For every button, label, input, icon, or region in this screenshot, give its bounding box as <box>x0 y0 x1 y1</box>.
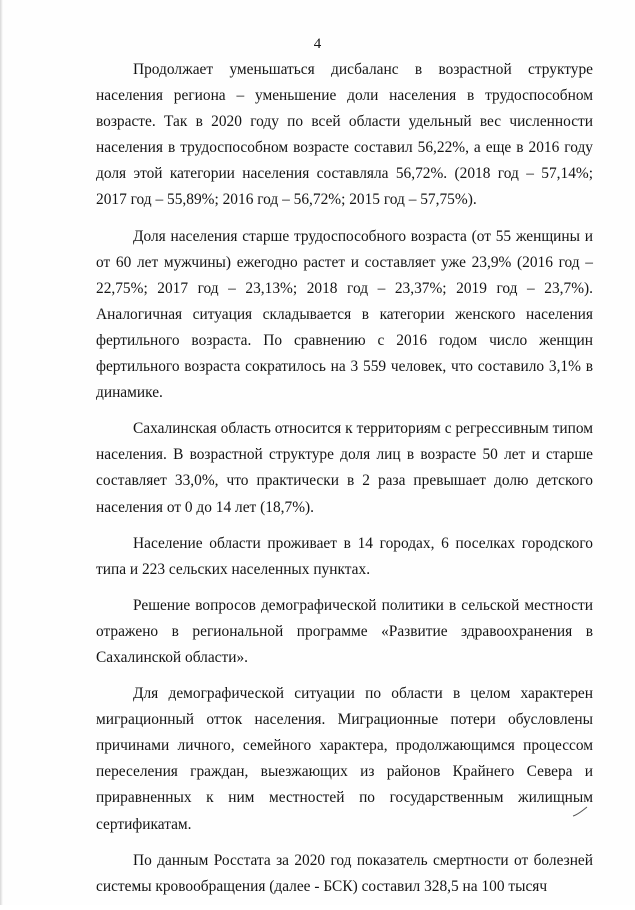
pen-mark-icon <box>572 806 588 818</box>
paragraph-regressive-type: Сахалинская область относится к территориям с регрессивным типом населения. В возрастной структуре доля лиц в возрасте 50 лет и старше составляет 33,0%, что практически в 2 раза превышает долю детского населения от 0 до 14 лет (18,7%). <box>96 420 593 516</box>
paragraph-mortality: По данным Росстата за 2020 год показатель смертности от болезней системы кровообращения (далее - БСК) составил 328,5 на 100 тысяч <box>96 851 593 895</box>
paragraph-settlements: Население области проживает в 14 городах, 6 поселках городского типа и 223 сельских населенных пунктах. <box>96 534 593 578</box>
paragraph-age-structure: Продолжает уменьшаться дисбаланс в возрастной структуре населения региона – уменьшение доли населения в трудоспособном возрасте. Так в 2020 году по всей области удельный вес численности населения в трудоспособном возрасте составил 56,22%, а еще в 2016 году доля этой категории населения составляла 56,72%. (2018 год – 57,14%; 2017 год – 55,89%; 2016 год – 56,72%; 2015 год – 57,75%). <box>96 61 593 209</box>
paragraph-elderly-share: Доля населения старше трудоспособного возраста (от 55 женщины и от 60 лет мужчины) ежегодно растет и составляет уже 23,9% (2016 год – 22,75%; 2017 год – 23,13%; 2018 год – 23,37%; 2019 год – 23,7%). Аналогичная ситуация складывается в категории женского населения фертильного возраста. По сравнению с 2016 годом число женщин фертильного возраста сократилось на 3 559 человек, что составило 3,1% в динамике. <box>96 227 593 402</box>
paragraph-rural-policy: Решение вопросов демографической политики в сельской местности отражено в региональной программе «Развитие здравоохранения в Сахалинской области». <box>96 596 593 666</box>
page-number: 4 <box>313 36 322 52</box>
scan-edge-shadow <box>0 0 3 905</box>
body-text <box>96 57 593 910</box>
paragraph-migration: Для демографической ситуации по области в целом характерен миграционный отток населения. Миграционные потери обусловлены причинами личного, семейного характера, продолжающимся процессом переселения граждан, выезжающих из районов Крайнего Севера и приравненных к ним местностей по государственным жилищным сертификатам. <box>96 685 593 833</box>
